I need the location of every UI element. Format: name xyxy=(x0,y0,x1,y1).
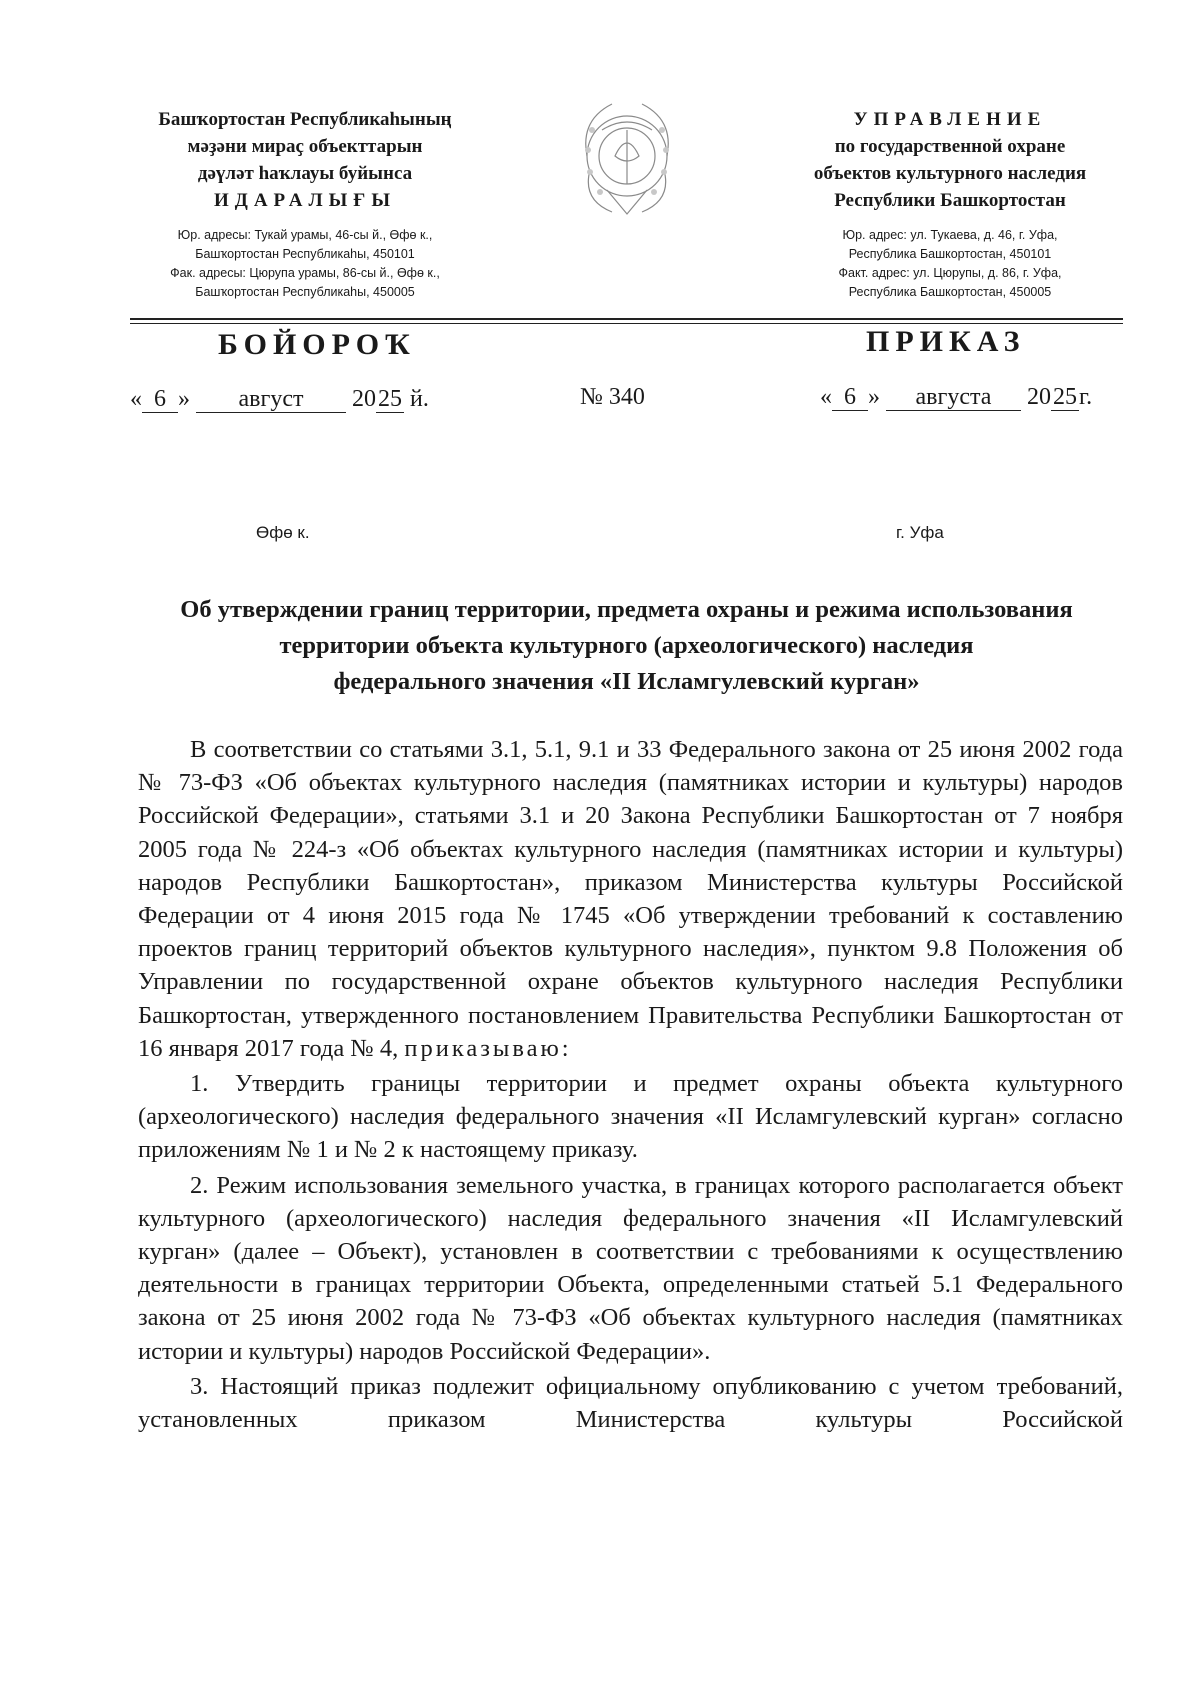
date-right: « 6 » августа 2025г. xyxy=(820,384,1093,410)
header-left-addr3: Фак. адресы: Цюрупа урамы, 86-сы й., Өфө к., xyxy=(170,266,440,280)
header-left-addr1: Юр. адресы: Тукай урамы, 46-сы й., Өфө к., xyxy=(177,228,433,242)
body-order-word: приказываю: xyxy=(404,1034,572,1062)
header-right-line3: объектов культурного наследия xyxy=(813,163,1087,184)
doc-type-right: ПРИКАЗ xyxy=(866,325,1026,358)
coat-of-arms-emblem xyxy=(572,90,682,228)
header-divider-thick xyxy=(130,318,1123,320)
header-left-addr4: Башҡортостан Республикаһы, 450005 xyxy=(195,285,415,299)
header-left-line4: ИДАРАЛЫҒЫ xyxy=(213,190,397,211)
header-right-addr2: Республика Башкортостан, 450101 xyxy=(848,247,1052,261)
header-right-addr1: Юр. адрес: ул. Тукаева, д. 46, г. Уфа, xyxy=(842,228,1058,242)
header-right xyxy=(770,106,1130,302)
header-left-line3: дәүләт һаҡлауы буйынса xyxy=(197,163,413,184)
date-right-year-prefix: 20 xyxy=(1027,384,1051,410)
header-left-line1: Башҡортостан Республикаһының xyxy=(158,109,452,130)
date-right-year-suffix: 25 xyxy=(1053,384,1077,410)
header-divider-thin xyxy=(130,323,1123,324)
date-left-year-prefix: 20 xyxy=(352,386,376,412)
body-paragraph-2: 2. Режим использования земельного участка, в границах которого располагается объект культурного (археологического) наследия федерального значения «II Исламгулевский курган» (далее – Объект), установлен в соответствии с требованиями к осуществлению деятельности в границах территории Объекта, определенными статьей 5.1 Федерального закона от 25 июня 2002 года № 73-ФЗ «Об объектах культурного наследия (памятниках истории и культуры) народов Российской Федерации». xyxy=(138,1171,1123,1365)
order-subject-line3: федерального значения «II Исламгулевский курган» xyxy=(333,668,920,695)
header-right-line2: по государственной охране xyxy=(834,136,1066,157)
date-left-day: 6 xyxy=(142,386,178,413)
header-right-line1: УПРАВЛЕНИЕ xyxy=(853,109,1047,130)
doc-type-left: БОЙОРОҠ xyxy=(218,328,416,361)
header-right-addr3: Факт. адрес: ул. Цюрупы, д. 86, г. Уфа, xyxy=(838,266,1062,280)
body-paragraph-preamble xyxy=(138,733,1123,1065)
order-body xyxy=(138,733,1123,1436)
city-left: Өфө к. xyxy=(256,523,310,542)
date-right-suffix: г. xyxy=(1079,384,1093,410)
date-left-year-suffix: 25 xyxy=(378,386,402,412)
header-right-address xyxy=(770,226,1130,302)
date-left: « 6 » август 2025 й. xyxy=(130,386,429,412)
body-paragraph-3: 3. Настоящий приказ подлежит официальному опубликованию с учетом требований, установленных приказом Министерства культуры Российской xyxy=(138,1372,1123,1434)
order-subject xyxy=(130,592,1123,700)
date-left-month: август xyxy=(196,386,346,413)
header-left xyxy=(130,106,480,302)
header-left-line2: мәҙәни мираҫ объекттарын xyxy=(187,136,423,157)
city-right: г. Уфа xyxy=(896,523,944,542)
order-number xyxy=(580,384,645,411)
header-right-line4: Республики Башкортостан xyxy=(834,190,1066,211)
body-preamble-text: В соответствии со статьями 3.1, 5.1, 9.1 и 33 Федерального закона от 25 июня 2002 года № 73-ФЗ «Об объектах культурного наследия (памятниках истории и культуры) народов Российской Федерации», статьями 3.1 и 20 Закона Республики Башкортостан от 7 ноября 2005 года № 224-з «Об объектах культурного наследия (памятниках истории и культуры) народов Республики Башкортостан», приказом Министерства культуры Российской Федерации от 4 июня 2015 года № 1745 «Об утверждении требований к составлению проектов границ территорий объектов культурного наследия», пунктом 9.8 Положения об Управлении по государственной охране объектов культурного наследия Республики Башкортостан, утвержденного постановлением Правительства Республики Башкортостан от 16 января 2017 года № 4, xyxy=(138,736,1123,1062)
header-left-addr2: Башҡортостан Республикаһы, 450101 xyxy=(195,247,415,261)
date-right-month: августа xyxy=(886,384,1021,411)
order-subject-line1: Об утверждении границ территории, предмета охраны и режима использования xyxy=(180,596,1073,623)
order-subject-line2: территории объекта культурного (археологического) наследия xyxy=(279,632,974,659)
order-number-value: 340 xyxy=(608,384,645,410)
header-right-addr4: Республика Башкортостан, 450005 xyxy=(848,285,1052,299)
order-number-label: № xyxy=(580,384,603,410)
date-left-suffix: й. xyxy=(410,386,429,412)
body-paragraph-1: 1. Утвердить границы территории и предмет охраны объекта культурного (археологического) наследия федерального значения «II Исламгулевский курган» согласно приложениям № 1 и № 2 к настоящему приказу. xyxy=(138,1070,1123,1164)
date-right-day: 6 xyxy=(832,384,868,411)
header-left-address xyxy=(130,226,480,302)
